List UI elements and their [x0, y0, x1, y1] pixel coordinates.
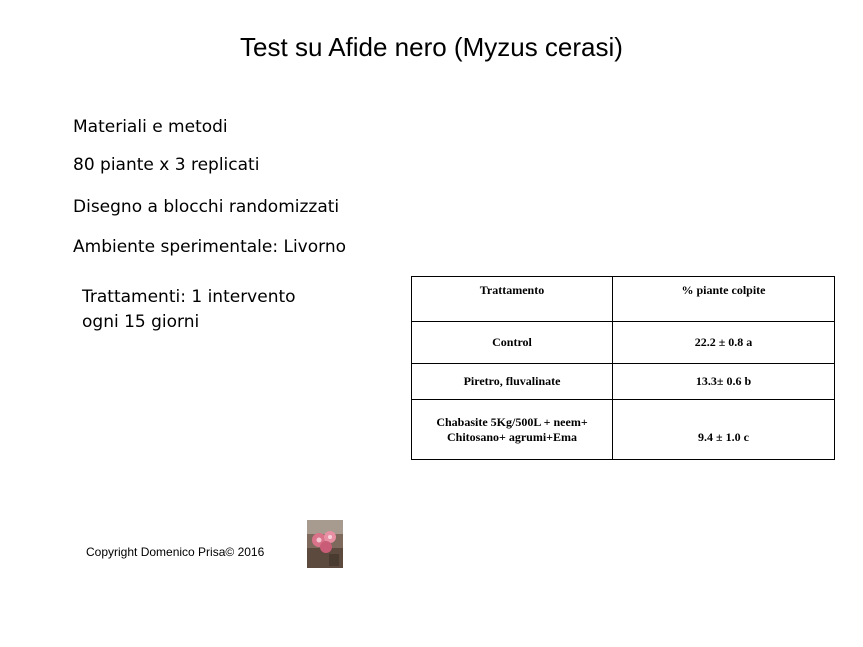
- value-cell: 22.2 ± 0.8 a: [613, 322, 835, 364]
- value-cell: 9.4 ± 1.0 c: [613, 400, 835, 460]
- value-cell: 13.3± 0.6 b: [613, 364, 835, 400]
- results-table: [411, 276, 835, 460]
- flower-photo: [307, 520, 343, 568]
- treatment-cell: Control: [412, 322, 613, 364]
- treatments-line-2: ogni 15 giorni: [82, 312, 200, 332]
- table-row: [412, 400, 835, 460]
- methods-heading: Materiali e metodi: [73, 117, 228, 137]
- treatment-cell: [412, 400, 613, 460]
- methods-design: Disegno a blocchi randomizzati: [73, 197, 340, 217]
- treatment-line: Chitosano+ agrumi+Ema: [446, 429, 578, 444]
- copyright-text: Copyright Domenico Prisa© 2016: [86, 545, 265, 559]
- treatment-cell: Piretro, fluvalinate: [412, 364, 613, 400]
- slide-title: Test su Afide nero (Myzus cerasi): [240, 32, 623, 62]
- methods-plants: 80 piante x 3 replicati: [73, 155, 260, 175]
- table-row: [412, 322, 835, 364]
- table-row: [412, 364, 835, 400]
- table-header-row: [412, 277, 835, 322]
- header-percent-affected: % piante colpite: [613, 277, 835, 322]
- treatments-text: [82, 285, 296, 335]
- treatment-line: Chabasite 5Kg/500L + neem+: [436, 414, 588, 429]
- header-treatment: Trattamento: [412, 277, 613, 322]
- methods-environment: Ambiente sperimentale: Livorno: [73, 237, 346, 257]
- treatments-line-1: Trattamenti: 1 intervento: [82, 287, 296, 307]
